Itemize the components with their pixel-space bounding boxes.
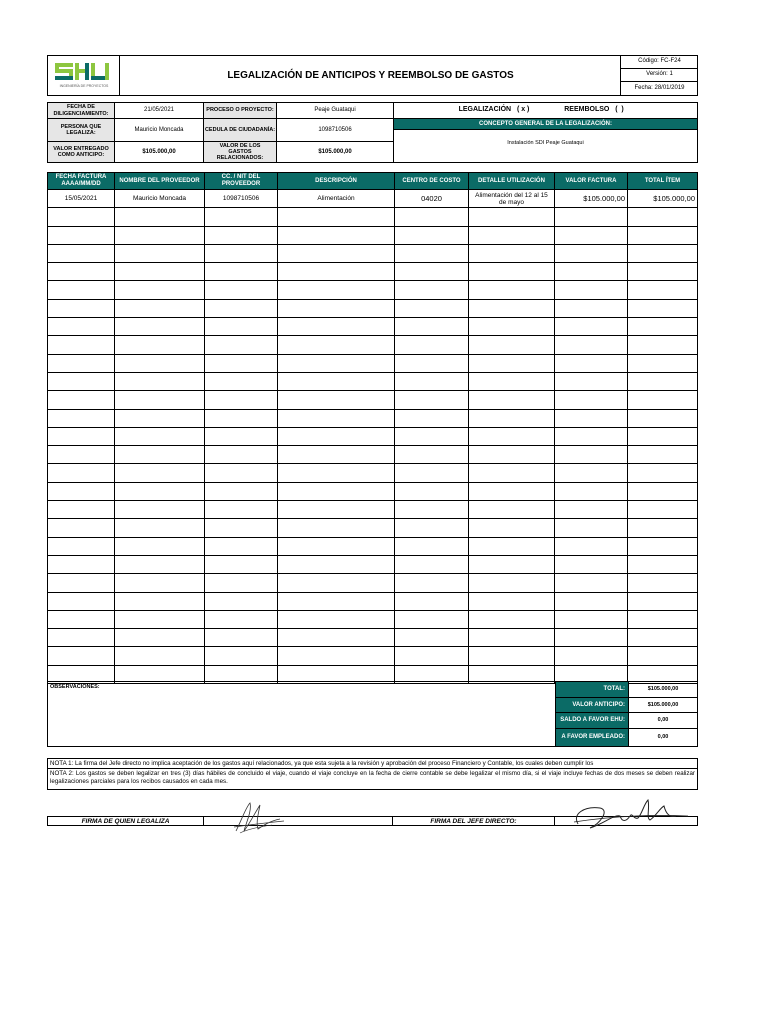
table-cell-empty: [555, 610, 628, 628]
table-row-empty: [48, 354, 698, 372]
table-cell-empty: [115, 464, 205, 482]
table-cell-empty: [48, 263, 115, 281]
table-cell-empty: [205, 318, 278, 336]
table-cell-empty: [278, 226, 395, 244]
table-cell-empty: [205, 501, 278, 519]
table-row-empty: [48, 299, 698, 317]
table-cell-empty: [115, 501, 205, 519]
table-cell-empty: [395, 592, 469, 610]
table-cell-empty: [115, 555, 205, 573]
table-cell-empty: [395, 318, 469, 336]
table-cell-empty: [555, 446, 628, 464]
table-cell-empty: [395, 574, 469, 592]
table-cell-empty: [205, 592, 278, 610]
reembolso-option: REEMBOLSO ( ): [564, 106, 624, 114]
table-cell-empty: [115, 281, 205, 299]
table-cell-empty: [48, 208, 115, 226]
saldo-label: SALDO A FAVOR EHU:: [555, 712, 629, 729]
table-cell-empty: [555, 501, 628, 519]
code-version-box: [620, 55, 698, 96]
valor-gastos-label: VALOR DE LOS GASTOS RELACIONADOS:: [203, 141, 277, 163]
legalizacion-option: LEGALIZACIÓN ( x ): [458, 106, 530, 114]
table-cell-empty: [628, 354, 698, 372]
table-cell-empty: [48, 226, 115, 244]
table-cell-empty: [48, 647, 115, 665]
table-cell-empty: [205, 372, 278, 390]
table-cell-empty: [278, 318, 395, 336]
table-cell-empty: [628, 464, 698, 482]
table-cell-empty: [469, 482, 555, 500]
table-row-empty: [48, 629, 698, 647]
table-row-empty: [48, 482, 698, 500]
anticipo-label: VALOR ANTICIPO:: [555, 697, 629, 713]
table-row-empty: [48, 281, 698, 299]
cell-valor-factura: $105.000,00: [555, 190, 628, 208]
table-row-empty: [48, 336, 698, 354]
table-cell-empty: [205, 647, 278, 665]
table-cell-empty: [115, 647, 205, 665]
nota-2: NOTA 2: Los gastos se deben legalizar en tres (3) días hábiles de concluido el viaje, cuando el viaje concluye en la fecha de cierre contable se debe legalizar el mismo día, si el viaje incluye fechas de dos meses se deben realizar legalizaciones parciales para los recibos causados en cada mes.: [47, 768, 698, 790]
table-row-empty: [48, 427, 698, 445]
table-cell-empty: [469, 208, 555, 226]
fecha-label: FECHA DE DILIGENCIAMIENTO:: [47, 102, 115, 119]
table-row-empty: [48, 263, 698, 281]
logo-caption: INGENIERÍA DE PROYECTOS: [59, 84, 109, 88]
table-cell-empty: [205, 537, 278, 555]
table-cell-empty: [555, 464, 628, 482]
table-row-empty: [48, 610, 698, 628]
table-cell-empty: [205, 299, 278, 317]
valor-gastos-value: $105.000,00: [276, 141, 394, 163]
table-cell-empty: [469, 318, 555, 336]
table-cell-empty: [278, 263, 395, 281]
logo: [48, 56, 120, 95]
table-cell-empty: [395, 409, 469, 427]
signature-legaliza-image: [228, 797, 288, 837]
table-cell-empty: [48, 336, 115, 354]
cell-fecha: 15/05/2021: [48, 190, 115, 208]
col-total-item: TOTAL ÍTEM: [628, 173, 698, 190]
table-cell-empty: [628, 574, 698, 592]
table-cell-empty: [555, 391, 628, 409]
table-cell-empty: [48, 354, 115, 372]
table-cell-empty: [395, 208, 469, 226]
table-cell-empty: [205, 427, 278, 445]
table-cell-empty: [469, 372, 555, 390]
firma-jefe-label: FIRMA DEL JEFE DIRECTO:: [393, 816, 555, 826]
table-cell-empty: [628, 244, 698, 262]
table-cell-empty: [628, 299, 698, 317]
table-cell-empty: [555, 354, 628, 372]
table-cell-empty: [628, 537, 698, 555]
table-cell-empty: [48, 501, 115, 519]
table-cell-empty: [628, 409, 698, 427]
table-cell-empty: [205, 226, 278, 244]
table-cell-empty: [115, 226, 205, 244]
table-cell-empty: [469, 592, 555, 610]
table-cell-empty: [469, 263, 555, 281]
signature-jefe-image: [570, 794, 690, 834]
table-cell-empty: [115, 391, 205, 409]
table-cell-empty: [278, 391, 395, 409]
table-row-empty: [48, 409, 698, 427]
table-cell-empty: [469, 574, 555, 592]
concepto-value: Instalación SDI Peaje Guataqui: [393, 129, 698, 163]
expenses-table: [47, 172, 698, 684]
cell-centro-costo: 04020: [395, 190, 469, 208]
table-cell-empty: [628, 629, 698, 647]
table-cell-empty: [395, 537, 469, 555]
observaciones-label: OBSERVACIONES:: [50, 684, 100, 690]
proceso-value: Peaje Guataqui: [276, 102, 394, 119]
table-cell-empty: [628, 281, 698, 299]
table-cell-empty: [278, 372, 395, 390]
table-cell-empty: [628, 501, 698, 519]
proceso-label: PROCESO O PROYECTO:: [203, 102, 277, 119]
table-cell-empty: [48, 629, 115, 647]
table-cell-empty: [48, 446, 115, 464]
table-cell-empty: [469, 226, 555, 244]
table-cell-empty: [115, 629, 205, 647]
table-cell-empty: [48, 281, 115, 299]
table-cell-empty: [469, 354, 555, 372]
table-cell-empty: [555, 537, 628, 555]
table-cell-empty: [205, 409, 278, 427]
table-row-empty: [48, 464, 698, 482]
table-cell-empty: [205, 208, 278, 226]
table-row: [48, 190, 698, 208]
table-cell-empty: [278, 574, 395, 592]
table-cell-empty: [628, 610, 698, 628]
table-cell-empty: [48, 244, 115, 262]
table-cell-empty: [395, 501, 469, 519]
table-cell-empty: [48, 555, 115, 573]
table-cell-empty: [115, 244, 205, 262]
table-cell-empty: [395, 354, 469, 372]
table-cell-empty: [469, 427, 555, 445]
table-cell-empty: [555, 519, 628, 537]
table-cell-empty: [395, 263, 469, 281]
table-cell-empty: [115, 299, 205, 317]
table-cell-empty: [555, 409, 628, 427]
cell-nit: 1098710506: [205, 190, 278, 208]
valor-entregado-label: VALOR ENTREGADO COMO ANTICIPO:: [47, 141, 115, 163]
table-cell-empty: [278, 354, 395, 372]
favor-empleado-label: A FAVOR EMPLEADO:: [555, 728, 629, 747]
table-cell-empty: [205, 281, 278, 299]
table-cell-empty: [278, 501, 395, 519]
table-cell-empty: [395, 555, 469, 573]
table-cell-empty: [628, 391, 698, 409]
table-cell-empty: [469, 647, 555, 665]
table-cell-empty: [395, 281, 469, 299]
col-nombre-proveedor: NOMBRE DEL PROVEEDOR: [115, 173, 205, 190]
table-cell-empty: [48, 391, 115, 409]
table-cell-empty: [469, 281, 555, 299]
table-cell-empty: [205, 244, 278, 262]
table-cell-empty: [115, 409, 205, 427]
table-cell-empty: [48, 574, 115, 592]
table-cell-empty: [555, 427, 628, 445]
table-row-empty: [48, 537, 698, 555]
table-cell-empty: [395, 391, 469, 409]
table-cell-empty: [628, 318, 698, 336]
table-cell-empty: [469, 464, 555, 482]
table-cell-empty: [555, 244, 628, 262]
saldo-value: 0,00: [628, 712, 698, 729]
table-row-empty: [48, 208, 698, 226]
table-cell-empty: [628, 372, 698, 390]
nota-1: NOTA 1: La firma del Jefe directo no implica aceptación de los gastos aquí relacionados, ya que esta sujeta a la revisión y aprobación del proceso Financiero y Contable, los cuales deben cumplir los: [47, 758, 698, 769]
table-cell-empty: [278, 208, 395, 226]
col-fecha-factura: FECHA FACTURA AAAA/MM/DD: [48, 173, 115, 190]
table-cell-empty: [395, 299, 469, 317]
table-cell-empty: [628, 263, 698, 281]
table-cell-empty: [555, 592, 628, 610]
concepto-label: CONCEPTO GENERAL DE LA LEGALIZACIÓN:: [393, 118, 698, 130]
table-cell-empty: [278, 409, 395, 427]
table-row-empty: [48, 244, 698, 262]
table-cell-empty: [278, 281, 395, 299]
table-cell-empty: [555, 555, 628, 573]
table-row-empty: [48, 519, 698, 537]
table-cell-empty: [395, 482, 469, 500]
table-cell-empty: [555, 281, 628, 299]
table-cell-empty: [115, 427, 205, 445]
col-descripcion: DESCRIPCIÓN: [278, 173, 395, 190]
table-cell-empty: [628, 208, 698, 226]
table-cell-empty: [48, 464, 115, 482]
table-cell-empty: [555, 574, 628, 592]
table-cell-empty: [48, 299, 115, 317]
cedula-value: 1098710506: [276, 118, 394, 142]
table-cell-empty: [395, 647, 469, 665]
firma-legaliza-label: FIRMA DE QUIEN LEGALIZA: [47, 816, 204, 826]
fecha-value: 21/05/2021: [114, 102, 204, 119]
table-cell-empty: [628, 647, 698, 665]
table-cell-empty: [115, 574, 205, 592]
table-cell-empty: [48, 427, 115, 445]
table-cell-empty: [395, 610, 469, 628]
table-cell-empty: [469, 555, 555, 573]
table-cell-empty: [628, 555, 698, 573]
table-cell-empty: [628, 592, 698, 610]
doc-date: Fecha: 28/01/2019: [634, 85, 685, 92]
table-cell-empty: [278, 464, 395, 482]
table-cell-empty: [48, 537, 115, 555]
persona-value: Mauricio Moncada: [114, 118, 204, 142]
table-cell-empty: [205, 482, 278, 500]
table-cell-empty: [278, 555, 395, 573]
table-cell-empty: [115, 519, 205, 537]
table-cell-empty: [278, 336, 395, 354]
table-row-empty: [48, 226, 698, 244]
table-cell-empty: [205, 574, 278, 592]
table-cell-empty: [469, 610, 555, 628]
table-cell-empty: [48, 610, 115, 628]
anticipo-value: $105.000,00: [628, 697, 698, 713]
table-cell-empty: [278, 519, 395, 537]
table-cell-empty: [469, 629, 555, 647]
table-cell-empty: [628, 336, 698, 354]
table-cell-empty: [555, 226, 628, 244]
table-row-empty: [48, 318, 698, 336]
table-cell-empty: [628, 519, 698, 537]
table-cell-empty: [115, 537, 205, 555]
table-cell-empty: [205, 610, 278, 628]
table-cell-empty: [115, 336, 205, 354]
table-cell-empty: [115, 372, 205, 390]
table-cell-empty: [205, 354, 278, 372]
table-row-empty: [48, 372, 698, 390]
table-cell-empty: [48, 318, 115, 336]
table-cell-empty: [469, 501, 555, 519]
col-detalle-utilizacion: DETALLE UTILIZACIÓN: [469, 173, 555, 190]
legalizacion-box: [393, 102, 698, 119]
table-cell-empty: [628, 482, 698, 500]
persona-label: PERSONA QUE LEGALIZA:: [47, 118, 115, 142]
table-cell-empty: [469, 299, 555, 317]
table-cell-empty: [395, 446, 469, 464]
table-cell-empty: [628, 226, 698, 244]
table-cell-empty: [205, 555, 278, 573]
table-cell-empty: [395, 427, 469, 445]
total-label: TOTAL:: [555, 681, 629, 698]
table-cell-empty: [555, 299, 628, 317]
table-cell-empty: [115, 354, 205, 372]
doc-version: Versión: 1: [621, 68, 698, 82]
cell-detalle: Alimentación del 12 al 15 de mayo: [469, 190, 555, 208]
table-row-empty: [48, 501, 698, 519]
cell-descripcion: Alimentación: [278, 190, 395, 208]
table-cell-empty: [395, 226, 469, 244]
table-cell-empty: [555, 482, 628, 500]
table-cell-empty: [205, 519, 278, 537]
table-cell-empty: [469, 336, 555, 354]
table-row-empty: [48, 574, 698, 592]
table-cell-empty: [395, 372, 469, 390]
table-cell-empty: [115, 482, 205, 500]
table-cell-empty: [205, 629, 278, 647]
table-cell-empty: [48, 482, 115, 500]
table-cell-empty: [278, 482, 395, 500]
table-cell-empty: [469, 409, 555, 427]
table-cell-empty: [278, 427, 395, 445]
doc-code: Código: FC-F24: [621, 55, 698, 69]
table-row-empty: [48, 391, 698, 409]
table-cell-empty: [278, 446, 395, 464]
table-cell-empty: [205, 446, 278, 464]
table-cell-empty: [205, 336, 278, 354]
valor-entregado-value: $105.000,00: [114, 141, 204, 163]
table-cell-empty: [115, 318, 205, 336]
table-cell-empty: [469, 446, 555, 464]
table-row-empty: [48, 592, 698, 610]
table-cell-empty: [555, 647, 628, 665]
table-cell-empty: [555, 629, 628, 647]
table-cell-empty: [48, 372, 115, 390]
favor-empleado-value: 0,00: [628, 728, 698, 747]
table-cell-empty: [278, 244, 395, 262]
table-cell-empty: [469, 519, 555, 537]
table-cell-empty: [469, 391, 555, 409]
col-centro-costo: CENTRO DE COSTO: [395, 173, 469, 190]
table-cell-empty: [395, 464, 469, 482]
table-header-row: [48, 173, 698, 190]
table-cell-empty: [395, 629, 469, 647]
logo-mark: [55, 63, 111, 80]
table-cell-empty: [628, 446, 698, 464]
cell-proveedor: Mauricio Moncada: [115, 190, 205, 208]
table-cell-empty: [48, 592, 115, 610]
table-row-empty: [48, 446, 698, 464]
table-cell-empty: [395, 244, 469, 262]
table-cell-empty: [555, 318, 628, 336]
table-row-empty: [48, 555, 698, 573]
table-cell-empty: [278, 537, 395, 555]
table-cell-empty: [555, 372, 628, 390]
table-cell-empty: [205, 263, 278, 281]
table-cell-empty: [395, 519, 469, 537]
document-title: LEGALIZACIÓN DE ANTICIPOS Y REEMBOLSO DE GASTOS: [227, 70, 514, 81]
table-cell-empty: [205, 464, 278, 482]
table-cell-empty: [555, 336, 628, 354]
table-cell-empty: [48, 409, 115, 427]
table-cell-empty: [205, 391, 278, 409]
table-cell-empty: [115, 446, 205, 464]
table-cell-empty: [555, 208, 628, 226]
table-cell-empty: [115, 208, 205, 226]
cell-total-item: $105.000,00: [628, 190, 698, 208]
cedula-label: CEDULA DE CIUDADANÍA:: [203, 118, 277, 142]
table-cell-empty: [48, 519, 115, 537]
table-cell-empty: [115, 592, 205, 610]
col-nit-proveedor: CC. / NIT DEL PROVEEDOR: [205, 173, 278, 190]
table-cell-empty: [469, 537, 555, 555]
table-cell-empty: [115, 263, 205, 281]
table-cell-empty: [278, 610, 395, 628]
table-cell-empty: [115, 610, 205, 628]
table-cell-empty: [278, 629, 395, 647]
table-row-empty: [48, 647, 698, 665]
table-cell-empty: [278, 299, 395, 317]
table-cell-empty: [278, 592, 395, 610]
table-cell-empty: [555, 263, 628, 281]
col-valor-factura: VALOR FACTURA: [555, 173, 628, 190]
total-value: $105.000,00: [628, 681, 698, 698]
table-cell-empty: [278, 647, 395, 665]
table-cell-empty: [469, 244, 555, 262]
table-cell-empty: [395, 336, 469, 354]
table-cell-empty: [628, 427, 698, 445]
